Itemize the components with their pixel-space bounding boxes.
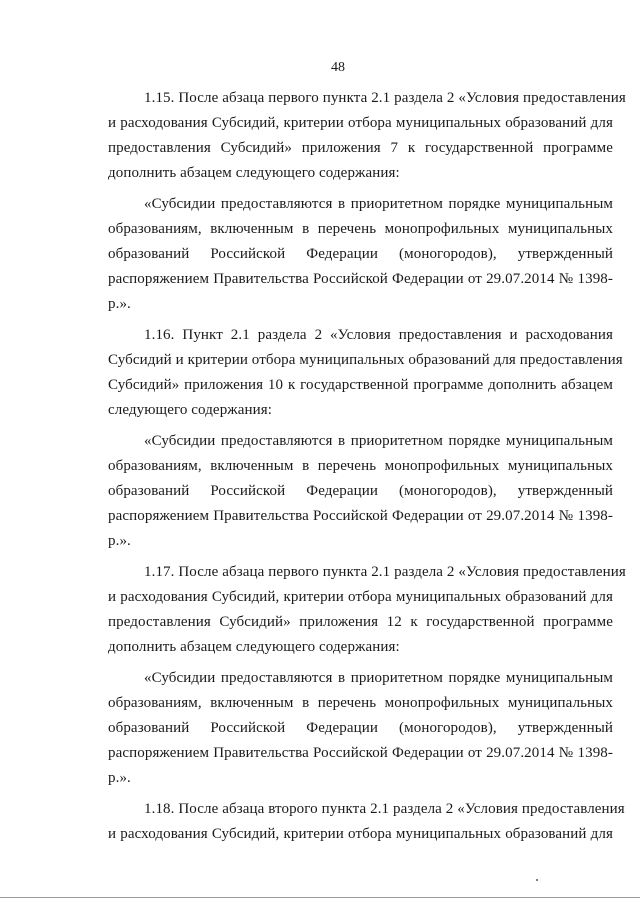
text-line: образований Российской Федерации (моногородов), утвержденный xyxy=(108,720,613,736)
text-line: следующего содержания: xyxy=(108,402,273,418)
text-line: Субсидий» приложения 10 к государственной программе дополнить абзацем xyxy=(108,377,613,393)
quoted-paragraph xyxy=(108,429,613,554)
text-line: р.». xyxy=(108,296,131,312)
page-bottom-edge xyxy=(0,897,640,898)
text-line: и расходования Субсидий, критерии отбора муниципальных образований для xyxy=(108,589,613,605)
page-number: 48 xyxy=(331,60,345,75)
text-line: р.». xyxy=(108,770,131,786)
text-line: распоряжением Правительства Российской Федерации от 29.07.2014 № 1398- xyxy=(108,271,613,287)
text-line: распоряжением Правительства Российской Федерации от 29.07.2014 № 1398- xyxy=(108,745,613,761)
document-body xyxy=(108,86,626,847)
text-line: и расходования Субсидий, критерии отбора муниципальных образований для xyxy=(108,115,613,131)
text-line: дополнить абзацем следующего содержания: xyxy=(108,165,400,181)
scan-speck xyxy=(536,879,538,881)
text-line: «Субсидии предоставляются в приоритетном порядке муниципальным xyxy=(144,670,613,686)
text-line: Субсидий и критерии отбора муниципальных образований для предоставления xyxy=(108,352,623,368)
text-line: «Субсидии предоставляются в приоритетном порядке муниципальным xyxy=(144,433,613,449)
text-line: образованиям, включенным в перечень монопрофильных муниципальных xyxy=(108,458,613,474)
paragraph-1-18 xyxy=(108,797,625,847)
text-line: «Субсидии предоставляются в приоритетном порядке муниципальным xyxy=(144,196,613,212)
text-line: образованиям, включенным в перечень монопрофильных муниципальных xyxy=(108,695,613,711)
text-line: и расходования Субсидий, критерии отбора муниципальных образований для xyxy=(108,826,613,842)
text-line: дополнить абзацем следующего содержания: xyxy=(108,639,400,655)
text-line: 1.15. После абзаца первого пункта 2.1 раздела 2 «Условия предоставления xyxy=(144,90,626,106)
text-line: образованиям, включенным в перечень монопрофильных муниципальных xyxy=(108,221,613,237)
paragraph-1-15 xyxy=(108,86,626,186)
text-line: образований Российской Федерации (моногородов), утвержденный xyxy=(108,246,613,262)
quoted-paragraph xyxy=(108,666,613,791)
text-line: образований Российской Федерации (моногородов), утвержденный xyxy=(108,483,613,499)
text-line: предоставления Субсидий» приложения 7 к государственной программе xyxy=(108,140,613,156)
text-line: распоряжением Правительства Российской Федерации от 29.07.2014 № 1398- xyxy=(108,508,613,524)
text-line: 1.18. После абзаца второго пункта 2.1 раздела 2 «Условия предоставления xyxy=(144,801,625,817)
text-line: 1.17. После абзаца первого пункта 2.1 раздела 2 «Условия предоставления xyxy=(144,564,626,580)
text-line: р.». xyxy=(108,533,131,549)
paragraph-1-16 xyxy=(108,323,623,423)
paragraph-1-17 xyxy=(108,560,626,660)
text-line: предоставления Субсидий» приложения 12 к государственной программе xyxy=(108,614,613,630)
text-line: 1.16. Пункт 2.1 раздела 2 «Условия предоставления и расходования xyxy=(144,327,613,343)
quoted-paragraph xyxy=(108,192,613,317)
